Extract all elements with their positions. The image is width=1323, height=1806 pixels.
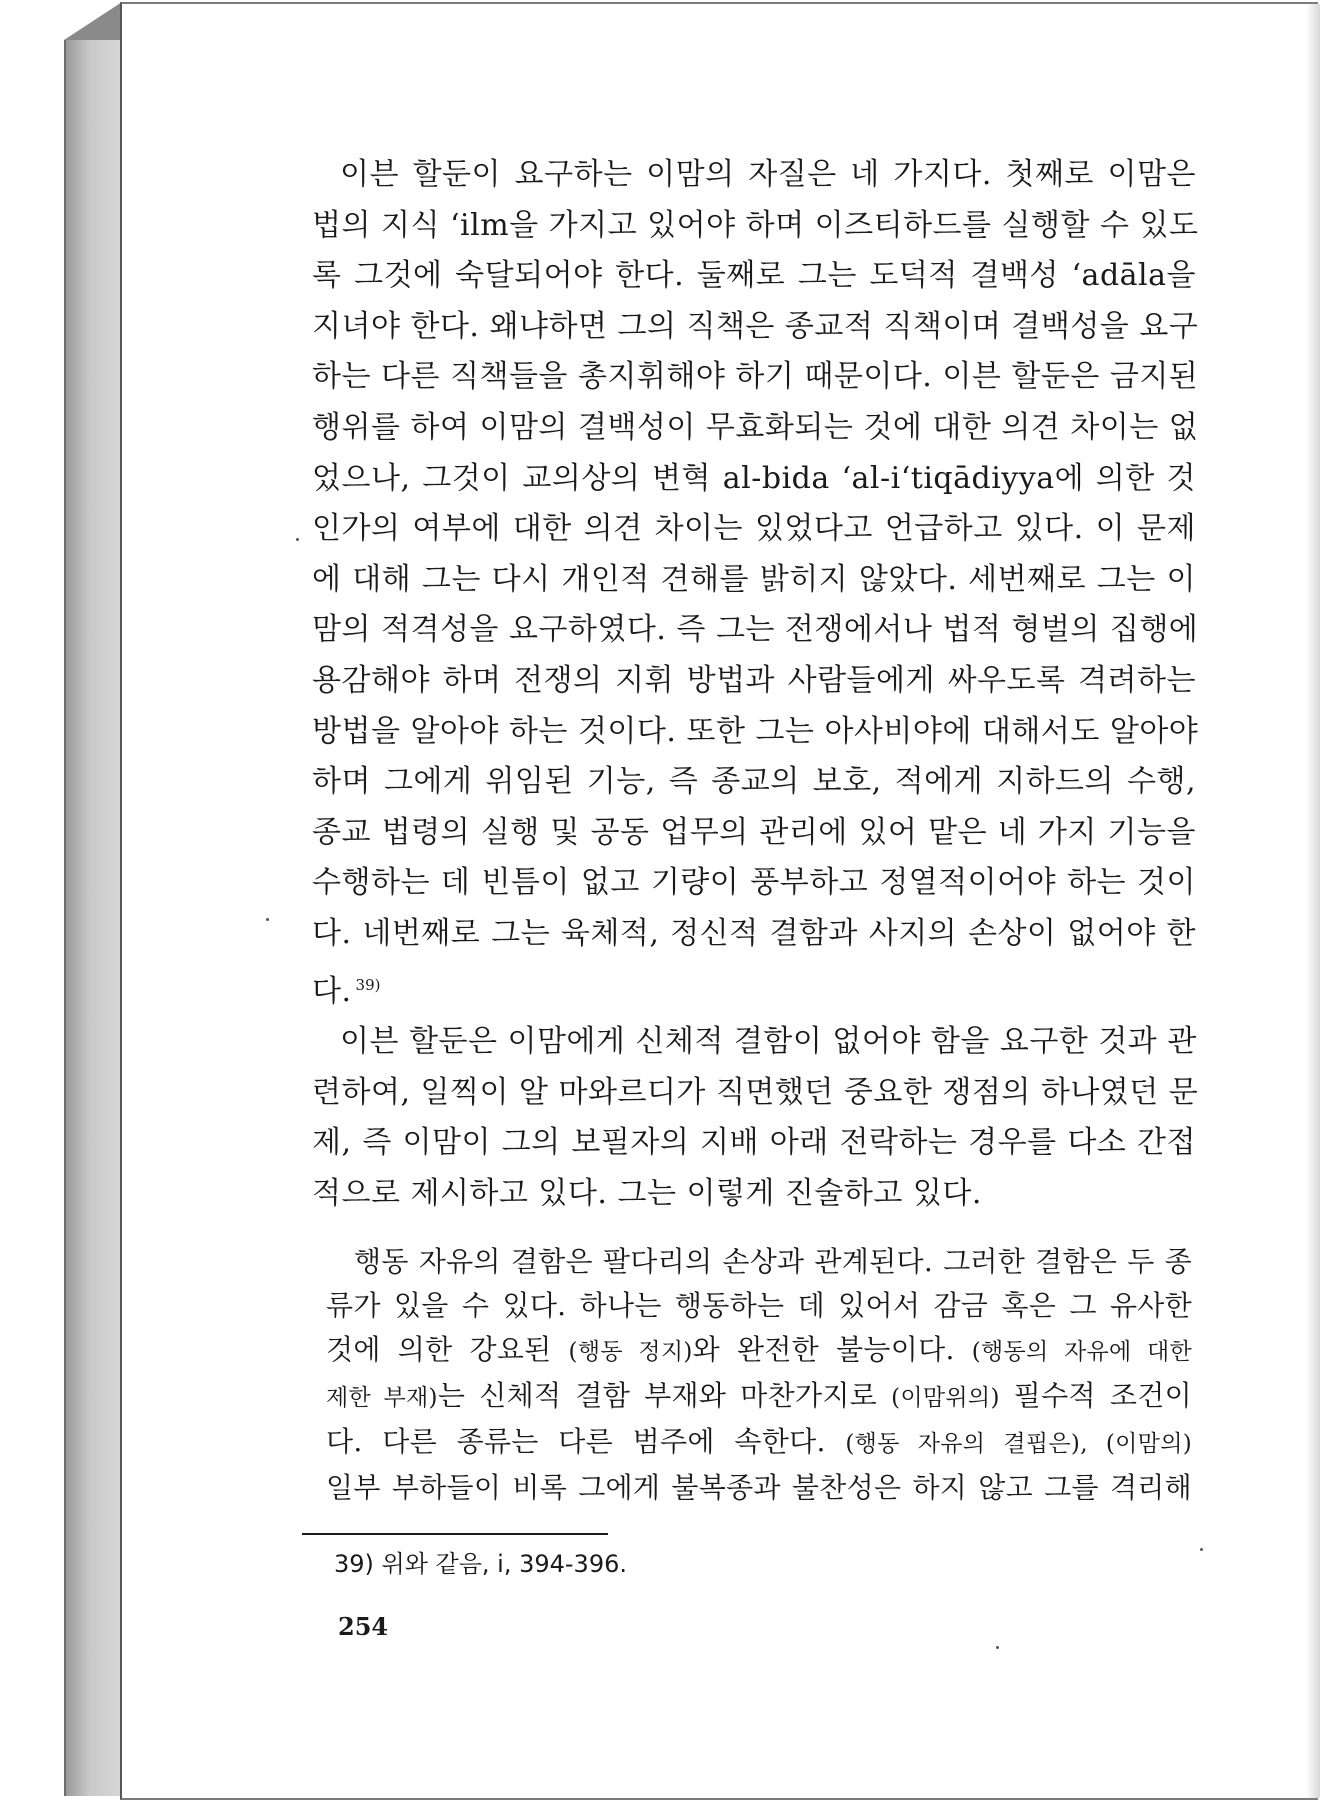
text-line: 에 대해 그는 다시 개인적 견해를 밝히지 않았다. 세번째로 그는 이 xyxy=(312,561,1196,597)
paragraph-2 xyxy=(312,1017,1199,1219)
text-line: 록 그것에 숙달되어야 한다. 둘째로 그는 도덕적 결백성 ‘adāla을 xyxy=(312,258,1196,294)
text-line: 종교 법령의 실행 및 공동 업무의 관리에 있어 맡은 네 가지 기능을 xyxy=(312,814,1196,850)
quote-line: 행동 자유의 결함은 팔다리의 손상과 관계된다. 그러한 결함은 두 종 xyxy=(354,1245,1192,1278)
quote-fragment: 와 완전한 불능이다. xyxy=(692,1333,972,1366)
scan-speck xyxy=(996,1646,999,1649)
book-page-edge xyxy=(64,40,124,1796)
text-line: 수행하는 데 빈틈이 없고 기량이 풍부하고 정열적이어야 하는 것이 xyxy=(312,865,1196,901)
scan-speck xyxy=(266,918,269,921)
quote-paragraph xyxy=(326,1240,1192,1510)
quote-fragment: 다. 다른 종류는 다른 범주에 속한다. xyxy=(326,1425,846,1458)
text-line: 제, 즉 이맘이 그의 보필자의 지배 아래 전락하는 경우를 다소 간접 xyxy=(312,1125,1196,1161)
text-line-last xyxy=(312,960,1196,1018)
footnote: 39) 위와 같음, i, 394-396. xyxy=(334,1550,627,1578)
text-line-last: 적으로 제시하고 있다. 그는 이렇게 진술하고 있다. xyxy=(312,1175,982,1211)
quote-line xyxy=(326,1328,1192,1374)
text-line: 인가의 여부에 대한 의견 차이는 있었다고 언급하고 있다. 이 문제 xyxy=(312,511,1196,547)
scan-speck xyxy=(1200,1548,1203,1551)
text-line: 행위를 하여 이맘의 결백성이 무효화되는 것에 대한 의견 차이는 없 xyxy=(312,409,1199,445)
page-edge-top xyxy=(64,2,122,40)
quote-fragment: 것에 의한 강요된 xyxy=(326,1333,569,1366)
main-text xyxy=(312,150,1199,1219)
text-line: 하며 그에게 위임된 기능, 즉 종교의 보호, 적에게 지하드의 수행, xyxy=(312,764,1196,800)
quote-line: 일부 부하들이 비록 그에게 불복종과 불찬성은 하지 않고 그를 격리해 xyxy=(326,1471,1192,1504)
text-line: 용감해야 하며 전쟁의 지휘 방법과 사람들에게 싸우도록 격려하는 xyxy=(312,662,1196,698)
text-line: 었으나, 그것이 교의상의 변혁 al-bida ‘al-i‘tiqādiyya에 의한 것 xyxy=(312,460,1196,496)
text-fragment: 다. xyxy=(312,973,352,1009)
text-line: 방법을 알아야 하는 것이다. 또한 그는 아사비야에 대해서도 알아야 xyxy=(312,713,1199,749)
text-line: 하는 다른 직책들을 총지휘해야 하기 때문이다. 이븐 할둔은 금지된 xyxy=(312,359,1199,395)
text-line: 이븐 할둔은 이맘에게 신체적 결함이 없어야 함을 요구한 것과 관 xyxy=(340,1024,1197,1060)
quote-aside: 제한 부재) xyxy=(326,1385,438,1411)
text-line: 지녀야 한다. 왜냐하면 그의 직책은 종교적 직책이며 결백성을 요구 xyxy=(312,308,1199,344)
quote-aside: (행동의 자유에 대한 xyxy=(971,1339,1193,1365)
quote-line xyxy=(326,1374,1192,1420)
quote-fragment: 필수적 조건이 xyxy=(999,1379,1192,1412)
page-right-shadow xyxy=(1306,4,1320,1798)
text-line: 련하여, 일찍이 알 마와르디가 직면했던 중요한 쟁점의 하나였던 문 xyxy=(312,1074,1199,1110)
block-quote xyxy=(326,1240,1192,1510)
quote-aside: (행동 자유의 결핍은), (이맘의) xyxy=(845,1431,1192,1457)
paragraph-1 xyxy=(312,150,1199,1017)
text-line: 맘의 적격성을 요구하였다. 즉 그는 전쟁에서나 법적 형벌의 집행에 xyxy=(312,612,1199,648)
footnote-reference: 39) xyxy=(355,975,381,994)
footnote-rule xyxy=(302,1533,608,1535)
page-number: 254 xyxy=(338,1612,389,1641)
text-line: 법의 지식 ‘ilm을 가지고 있어야 하며 이즈티하드를 실행할 수 있도 xyxy=(312,207,1199,243)
quote-aside: (이맘위의) xyxy=(891,1385,1000,1411)
quote-line xyxy=(326,1420,1192,1466)
text-line: 이븐 할둔이 요구하는 이맘의 자질은 네 가지다. 첫째로 이맘은 xyxy=(340,157,1196,192)
quote-line: 류가 있을 수 있다. 하나는 행동하는 데 있어서 감금 혹은 그 유사한 xyxy=(326,1289,1192,1322)
scan-speck xyxy=(296,538,299,541)
text-line: 다. 네번째로 그는 육체적, 정신적 결함과 사지의 손상이 없어야 한 xyxy=(312,915,1196,951)
quote-fragment: 는 신체적 결함 부재와 마찬가지로 xyxy=(437,1379,892,1412)
quote-aside: (행동 정지) xyxy=(568,1339,693,1365)
